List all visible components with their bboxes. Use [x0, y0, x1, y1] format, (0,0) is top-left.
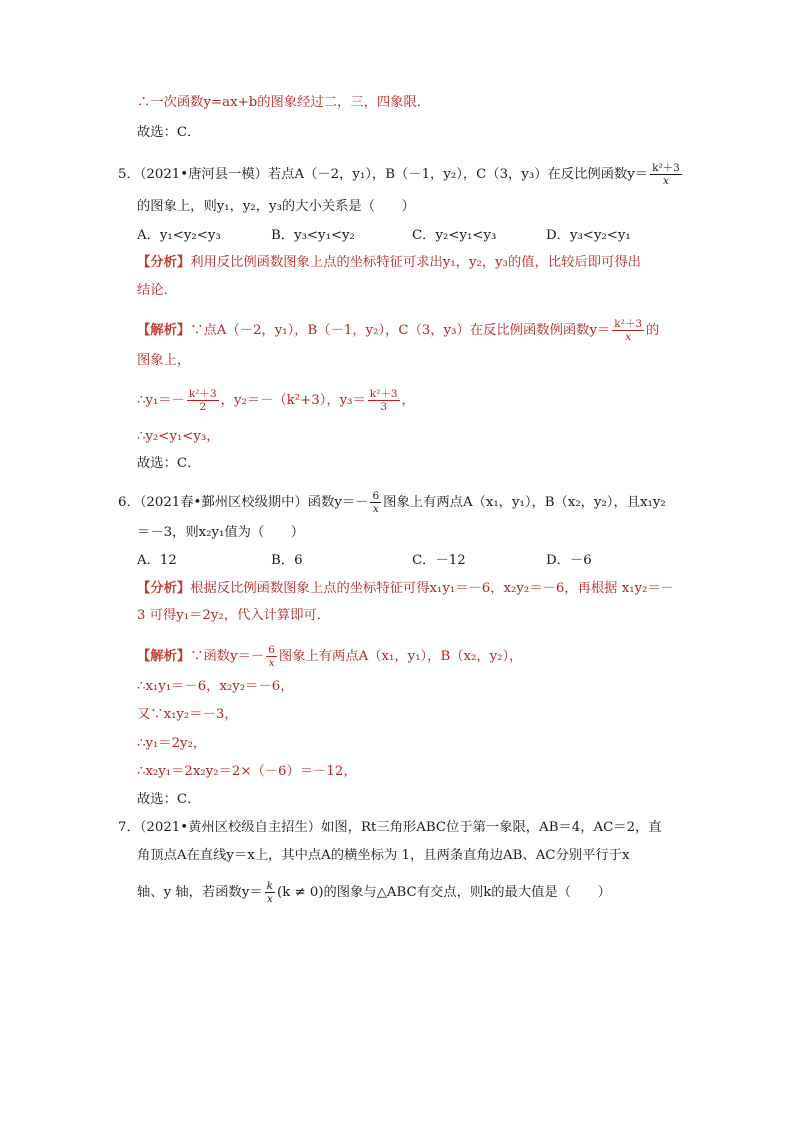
- q7-stem-cont: 角顶点A在直线y＝x上，其中点A的横坐标为 1，且两条直角边AB、AC分别平行于x: [137, 848, 630, 863]
- q6-solution-4: ∴y₁＝2y₂，: [137, 736, 207, 751]
- q5-answer: 故选：C．: [137, 456, 201, 471]
- q6-solution-1: 【解析】∵函数y＝－ $\frac{6}{x}$ 图象上有两点A（x₁，y₁），B（x₂，y₂），: [137, 644, 523, 669]
- q6-stem-cont: ＝－3，则x₂y₁值为（ ）: [137, 525, 305, 540]
- q5-sol-fraction: $\frac{\text{k²＋3}}{x}$: [614, 318, 643, 343]
- q6-option-b: B．6: [271, 553, 303, 568]
- q5-option-b: B．y₃<y₁<y₂: [271, 228, 355, 243]
- q5-stem-cont: 的图象上，则y₁，y₂，y₃的大小关系是（ ）: [137, 199, 415, 214]
- q5-solution-1: 【解析】∵点A（－2，y₁），B（－1，y₂），C（3，y₃）在反比例函数例函数y＝ $\frac{\text{k²＋3}}{x}$ 的: [137, 318, 660, 343]
- q5-solution-4: ∴y₂<y₁<y₃，: [137, 429, 220, 444]
- q7-fraction: $\frac{k}{x}$: [266, 880, 274, 905]
- prev-conclusion: ∴一次函数y=ax+b的图象经过二，三，四象限．: [137, 95, 431, 110]
- q5-analysis: 【分析】利用反比例函数图象上点的坐标特征可求出y₁，y₂，y₃的值，比较后即可得出: [137, 255, 641, 270]
- q7-stem-cont-2: 轴、y 轴，若函数y＝ $\frac{k}{x}$ (k ≠ 0)的图象与△ABC有交点，则k的最大值是（ ）: [137, 880, 611, 905]
- q6-answer: 故选：C．: [137, 792, 201, 807]
- q5-solution-3: ∴y₁＝－ $\frac{\text{k²＋3}}{2}$ ，y₂＝－（k²+3），y₃＝ $\frac{\text{k²＋3}}{3}$ ，: [137, 388, 415, 413]
- q6-analysis: 【分析】根据反比例函数图象上点的坐标特征可得x₁y₁＝－6，x₂y₂＝－6，再根据 x₁y₂＝－: [137, 581, 674, 596]
- q6-solution-5: ∴x₂y₁＝2x₂y₂＝2×（－6）＝－12，: [137, 764, 357, 779]
- q6-option-a: A．12: [137, 553, 177, 568]
- q6-option-d: D．－6: [546, 553, 592, 568]
- q5-analysis-cont: 结论．: [137, 283, 177, 298]
- q7-stem: 7．（2021•黄州区校级自主招生）如图，Rt三角形ABC位于第一象限，AB＝4，AC＝2，直: [118, 820, 662, 835]
- prev-answer: 故选：C．: [137, 125, 201, 140]
- q5-fraction: $\frac{\text{k²＋3}}{x}$: [652, 162, 680, 187]
- q5-stem: 5．（2021•唐河县一模）若点A（－2，y₁），B（－1，y₂），C（3，y₃）在反比例函数y＝ $\frac{\text{k²＋3}}{x}$: [118, 162, 680, 187]
- q5-sol3-frac1: $\frac{\text{k²＋3}}{2}$: [188, 388, 217, 413]
- q6-solution-2: ∴x₁y₁＝－6，x₂y₂＝－6，: [137, 679, 294, 694]
- q6-solution-3: 又∵x₁y₂＝－3，: [137, 707, 238, 722]
- q6-stem: 6．（2021春•鄞州区校级期中）函数y＝－ $\frac{6}{x}$ 图象上有两点A（x₁，y₁），B（x₂，y₂），且x₁y₂: [118, 490, 666, 515]
- q6-option-c: C．－12: [412, 553, 466, 568]
- q6-fraction: $\frac{6}{x}$: [372, 490, 380, 515]
- q5-solution-2: 图象上，: [137, 353, 191, 368]
- q5-option-c: C．y₂<y₁<y₃: [412, 228, 497, 243]
- q6-sol-fraction: $\frac{6}{x}$: [268, 644, 275, 669]
- q5-option-a: A．y₁<y₂<y₃: [137, 228, 221, 243]
- q5-option-d: D．y₃<y₂<y₁: [546, 228, 631, 243]
- q5-sol3-frac2: $\frac{\text{k²＋3}}{3}$: [369, 388, 398, 413]
- q6-analysis-cont: 3 可得y₁＝2y₂，代入计算即可．: [137, 608, 331, 623]
